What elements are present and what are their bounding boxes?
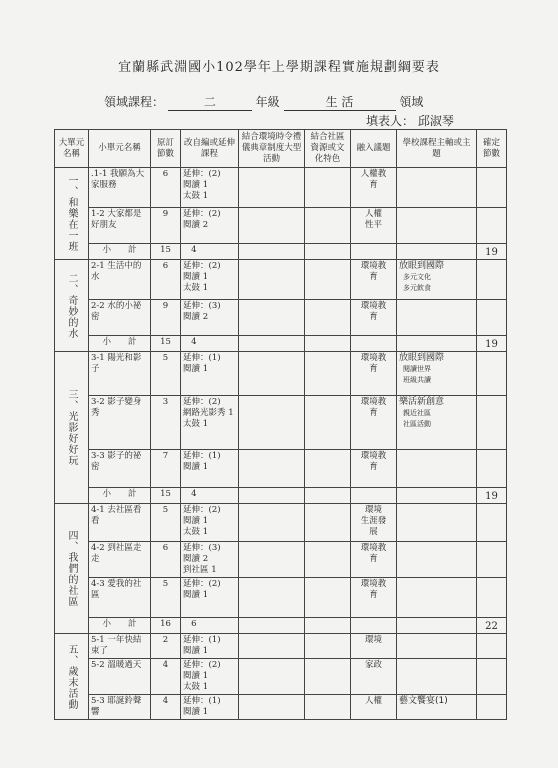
subunit-name: 4-1 去社區看看: [89, 504, 151, 542]
theme-cell: [397, 504, 477, 542]
theme-line: 樂活新創意: [399, 397, 445, 407]
community-cell: [305, 260, 351, 300]
community-cell: [305, 634, 351, 659]
unit-name: 三、光影好好玩: [55, 352, 89, 504]
header-issue: 融入議題: [351, 130, 397, 168]
env-cell: [239, 168, 305, 208]
theme-cell: [397, 634, 477, 659]
community-cell: [305, 450, 351, 488]
env-cell: [239, 542, 305, 578]
extension-line: 閱讀 2: [183, 312, 209, 322]
issue-cell: [351, 504, 397, 542]
subtotal-label: 小 計: [89, 336, 151, 352]
issue-line: 生涯發: [360, 516, 387, 526]
issue-line: 人權教: [360, 169, 387, 179]
issue-line: 環境教: [360, 353, 387, 363]
final-total: 19: [477, 336, 507, 352]
theme-cell: [397, 695, 477, 720]
extension-line: 延伸：(2): [183, 209, 221, 219]
table-row: [55, 695, 507, 720]
table-row: [55, 634, 507, 659]
unit-name: 四、我們的社區: [55, 504, 89, 634]
grade-label: 年級: [255, 95, 280, 109]
subtotal-empty: [397, 244, 477, 260]
issue-line: 環境教: [360, 261, 387, 271]
extension-line: 延伸：(2): [183, 579, 221, 589]
community-cell: [305, 168, 351, 208]
issue-line: 環境教: [360, 397, 387, 407]
env-cell: [239, 695, 305, 720]
subtotal-empty: [239, 336, 305, 352]
issue-cell: [351, 168, 397, 208]
theme-cell: [397, 300, 477, 336]
extension-line: 延伸：(3): [183, 543, 221, 553]
extension-line: 閱讀 1: [183, 707, 209, 717]
issue-line: 家政: [364, 660, 382, 670]
header-subunit: 小單元名稱: [89, 130, 151, 168]
extension-line: 閱讀 1: [183, 516, 209, 526]
page-title: 宜蘭縣武淵國小102學年上學期課程實施規劃綱要表: [118, 60, 440, 75]
final-total: 22: [477, 618, 507, 634]
env-cell: [239, 208, 305, 244]
env-cell: [239, 504, 305, 542]
issue-line: 環境教: [360, 543, 387, 553]
subtotal-ext: 4: [181, 488, 239, 504]
extension-cell: [181, 504, 239, 542]
table-row: [55, 542, 507, 578]
issue-cell: [351, 659, 397, 695]
table-row: [55, 450, 507, 488]
subtotal-ext: 4: [181, 244, 239, 260]
extension-line: 太鼓 1: [183, 283, 209, 293]
filler-name: 邱淑琴: [417, 114, 454, 128]
extension-line: 延伸：(2): [183, 261, 221, 271]
extension-cell: [181, 542, 239, 578]
domain-line: [104, 93, 423, 111]
subtotal-label: 小 計: [89, 618, 151, 634]
issue-cell: [351, 396, 397, 450]
issue-line: 育: [369, 408, 378, 418]
theme-line: 社區活動: [403, 420, 431, 428]
subtotal-hours: 15: [151, 488, 181, 504]
extension-line: 太鼓 1: [183, 682, 209, 692]
original-hours: 4: [151, 659, 181, 695]
table-row: [55, 168, 507, 208]
extension-line: 延伸：(1): [183, 696, 221, 706]
extension-cell: [181, 260, 239, 300]
extension-cell: [181, 695, 239, 720]
final-hours-cell: [477, 168, 507, 208]
env-cell: [239, 352, 305, 396]
header-theme: 學校課程主軸或主題: [397, 130, 477, 168]
issue-line: 育: [369, 180, 378, 190]
env-cell: [239, 659, 305, 695]
subunit-name: 1-2 大家都是好朋友: [89, 208, 151, 244]
community-cell: [305, 695, 351, 720]
community-cell: [305, 396, 351, 450]
env-cell: [239, 450, 305, 488]
community-cell: [305, 352, 351, 396]
subtotal-row: [55, 488, 507, 504]
issue-line: 育: [369, 272, 378, 282]
issue-cell: [351, 450, 397, 488]
subunit-name: 5-2 溫暖過天: [89, 659, 151, 695]
table-row: [55, 208, 507, 244]
final-hours-cell: [477, 542, 507, 578]
subtotal-ext: 4: [181, 336, 239, 352]
subtotal-empty: [351, 244, 397, 260]
theme-line: 放眼到國際: [399, 261, 445, 271]
subunit-name: 2-1 生活中的水: [89, 260, 151, 300]
issue-line: 育: [369, 462, 378, 472]
community-cell: [305, 208, 351, 244]
extension-line: 延伸：(2): [183, 660, 221, 670]
extension-line: 閱讀 1: [183, 462, 209, 472]
subtotal-row: [55, 618, 507, 634]
extension-cell: [181, 300, 239, 336]
issue-line: 育: [369, 554, 378, 564]
subtotal-hours: 15: [151, 336, 181, 352]
theme-line: 班級共讀: [403, 376, 431, 384]
subtotal-empty: [397, 618, 477, 634]
theme-line: 多元文化: [403, 273, 431, 281]
theme-line: 藝文饗宴(1): [399, 696, 448, 706]
extension-line: 閱讀 1: [183, 272, 209, 282]
original-hours: 5: [151, 578, 181, 618]
issue-line: 育: [369, 364, 378, 374]
final-total: 19: [477, 244, 507, 260]
extension-line: 閱讀 1: [183, 646, 209, 656]
header-env: 結合環境時令禮儀典章制度大型活動: [239, 130, 305, 168]
extension-cell: [181, 450, 239, 488]
table-row: [55, 396, 507, 450]
subtotal-ext: 6: [181, 618, 239, 634]
subtotal-empty: [351, 488, 397, 504]
extension-line: 延伸：(1): [183, 451, 221, 461]
table-row: [55, 300, 507, 336]
issue-line: 展: [369, 527, 378, 537]
original-hours: 7: [151, 450, 181, 488]
issue-cell: [351, 578, 397, 618]
original-hours: 6: [151, 168, 181, 208]
subtotal-empty: [305, 488, 351, 504]
issue-line: 環境: [364, 505, 382, 515]
extension-cell: [181, 396, 239, 450]
extension-line: 延伸：(2): [183, 397, 221, 407]
subtotal-empty: [305, 336, 351, 352]
extension-line: 延伸：(1): [183, 353, 221, 363]
extension-cell: [181, 659, 239, 695]
original-hours: 6: [151, 542, 181, 578]
theme-line: 閱讀世界: [403, 365, 431, 373]
header-community: 結合社區資源或文化特色: [305, 130, 351, 168]
header-row: [55, 130, 507, 168]
domain-value: 生 活: [284, 93, 396, 111]
community-cell: [305, 659, 351, 695]
final-hours-cell: [477, 300, 507, 336]
extension-cell: [181, 208, 239, 244]
table-row: [55, 659, 507, 695]
issue-cell: [351, 260, 397, 300]
env-cell: [239, 634, 305, 659]
subtotal-hours: 15: [151, 244, 181, 260]
community-cell: [305, 300, 351, 336]
theme-line: 多元飲食: [403, 284, 431, 292]
extension-line: 閱讀 1: [183, 671, 209, 681]
header-unit: 大單元名稱: [55, 130, 89, 168]
final-hours-cell: [477, 634, 507, 659]
subtotal-empty: [239, 618, 305, 634]
extension-cell: [181, 578, 239, 618]
unit-name: 二、奇妙的水: [55, 260, 89, 352]
issue-cell: [351, 695, 397, 720]
table-row: [55, 352, 507, 396]
subtotal-empty: [351, 618, 397, 634]
env-cell: [239, 260, 305, 300]
original-hours: 2: [151, 634, 181, 659]
subunit-name: 3-1 陽光和影子: [89, 352, 151, 396]
extension-line: 閱讀 1: [183, 590, 209, 600]
subtotal-empty: [239, 488, 305, 504]
final-hours-cell: [477, 695, 507, 720]
theme-cell: [397, 450, 477, 488]
subunit-name: 5-3 耶誕鈴聲響: [89, 695, 151, 720]
extension-line: 太鼓 1: [183, 419, 209, 429]
subunit-name: 3-3 影子的祕密: [89, 450, 151, 488]
final-total: 19: [477, 488, 507, 504]
subtotal-row: [55, 336, 507, 352]
subunit-name: 4-2 到社區走走: [89, 542, 151, 578]
extension-line: 閱讀 2: [183, 220, 209, 230]
subtotal-row: [55, 244, 507, 260]
extension-line: 閱讀 2: [183, 554, 209, 564]
filler-line: [366, 112, 454, 129]
extension-line: 延伸：(1): [183, 635, 221, 645]
final-hours-cell: [477, 578, 507, 618]
issue-cell: [351, 634, 397, 659]
subtotal-label: 小 計: [89, 244, 151, 260]
extension-cell: [181, 168, 239, 208]
final-hours-cell: [477, 504, 507, 542]
original-hours: 5: [151, 504, 181, 542]
community-cell: [305, 504, 351, 542]
header-ext: 改自編或延伸課程: [181, 130, 239, 168]
domain-suffix: 領域: [399, 95, 424, 109]
env-cell: [239, 300, 305, 336]
original-hours: 9: [151, 208, 181, 244]
issue-line: 人權: [364, 209, 382, 219]
extension-line: 到社區 1: [183, 565, 217, 575]
header-hours: 原訂節數: [151, 130, 181, 168]
extension-line: 延伸：(3): [183, 301, 221, 311]
theme-cell: [397, 542, 477, 578]
final-hours-cell: [477, 260, 507, 300]
header-final: 確定節數: [477, 130, 507, 168]
community-cell: [305, 578, 351, 618]
curriculum-table: [54, 129, 507, 720]
extension-line: 網路光影秀 1: [183, 408, 234, 418]
table-row: [55, 578, 507, 618]
subunit-name: 5-1 一年快結束了: [89, 634, 151, 659]
extension-line: 太鼓 1: [183, 191, 209, 201]
final-hours-cell: [477, 352, 507, 396]
subunit-name: 3-2 影子變身秀: [89, 396, 151, 450]
env-cell: [239, 578, 305, 618]
issue-cell: [351, 208, 397, 244]
table-row: [55, 260, 507, 300]
issue-cell: [351, 352, 397, 396]
subunit-name: 2-2 水的小祕密: [89, 300, 151, 336]
subunit-name: .1-1 我願為大家服務: [89, 168, 151, 208]
extension-line: 閱讀 1: [183, 364, 209, 374]
extension-line: 延伸：(2): [183, 505, 221, 515]
subtotal-empty: [305, 618, 351, 634]
issue-line: 環境教: [360, 301, 387, 311]
original-hours: 3: [151, 396, 181, 450]
final-hours-cell: [477, 396, 507, 450]
unit-name: 五、歲末活動: [55, 634, 89, 720]
issue-line: 環境教: [360, 579, 387, 589]
theme-line: 放眼到國際: [399, 353, 445, 363]
issue-line: 人權: [364, 696, 382, 706]
subtotal-empty: [351, 336, 397, 352]
extension-cell: [181, 352, 239, 396]
final-hours-cell: [477, 659, 507, 695]
theme-cell: [397, 396, 477, 450]
extension-line: 太鼓 1: [183, 527, 209, 537]
original-hours: 5: [151, 352, 181, 396]
theme-line: 親近社區: [403, 409, 431, 417]
final-hours-cell: [477, 208, 507, 244]
theme-cell: [397, 659, 477, 695]
issue-cell: [351, 300, 397, 336]
domain-label: 領域課程：: [104, 95, 165, 109]
original-hours: 6: [151, 260, 181, 300]
subtotal-empty: [305, 244, 351, 260]
env-cell: [239, 396, 305, 450]
final-hours-cell: [477, 450, 507, 488]
issue-line: 環境教: [360, 451, 387, 461]
issue-line: 環境: [364, 635, 382, 645]
original-hours: 4: [151, 695, 181, 720]
subtotal-hours: 16: [151, 618, 181, 634]
issue-line: 性平: [364, 220, 382, 230]
theme-cell: [397, 260, 477, 300]
subtotal-label: 小 計: [89, 488, 151, 504]
unit-name: 一、和樂在一班: [55, 168, 89, 260]
subunit-name: 4-3 愛我的社區: [89, 578, 151, 618]
subtotal-empty: [239, 244, 305, 260]
table-row: [55, 504, 507, 542]
grade-value: 二: [168, 93, 252, 111]
issue-line: 育: [369, 590, 378, 600]
community-cell: [305, 542, 351, 578]
theme-cell: [397, 578, 477, 618]
subtotal-empty: [397, 336, 477, 352]
issue-line: 育: [369, 312, 378, 322]
extension-cell: [181, 634, 239, 659]
filler-label: 填表人：: [366, 114, 415, 128]
theme-cell: [397, 208, 477, 244]
subtotal-empty: [397, 488, 477, 504]
extension-line: 閱讀 1: [183, 180, 209, 190]
theme-cell: [397, 352, 477, 396]
theme-cell: [397, 168, 477, 208]
issue-cell: [351, 542, 397, 578]
extension-line: 延伸：(2): [183, 169, 221, 179]
original-hours: 9: [151, 300, 181, 336]
